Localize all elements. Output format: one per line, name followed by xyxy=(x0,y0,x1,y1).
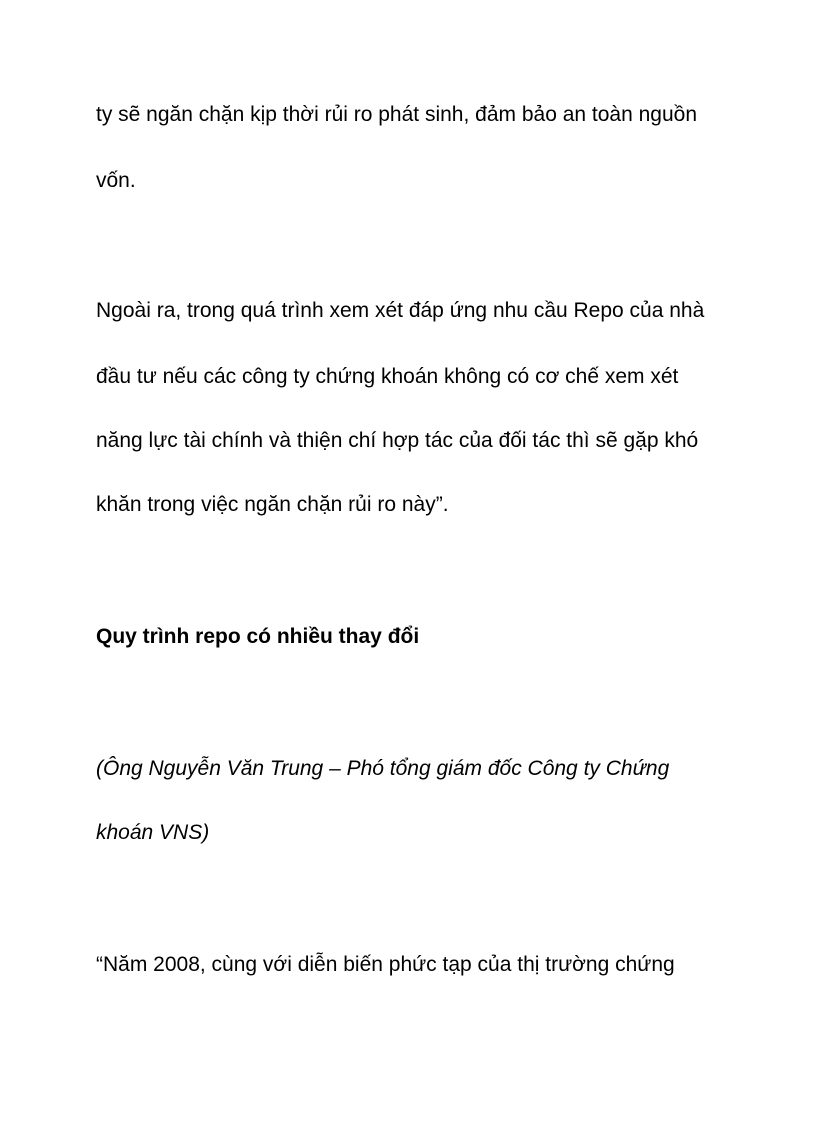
attribution-line: (Ông Nguyễn Văn Trung – Phó tổng giám đốc Công ty Chứng xyxy=(96,757,670,780)
paragraph-line: Ngoài ra, trong quá trình xem xét đáp ứng nhu cầu Repo của nhà xyxy=(96,299,705,322)
paragraph-line: “Năm 2008, cùng với diễn biến phức tạp của thị trường chứng xyxy=(96,953,675,976)
attribution-line: khoán VNS) xyxy=(96,821,210,844)
paragraph-line: đầu tư nếu các công ty chứng khoán không có cơ chế xem xét xyxy=(96,365,679,388)
paragraph-line: năng lực tài chính và thiện chí hợp tác của đối tác thì sẽ gặp khó xyxy=(96,429,699,452)
paragraph-line: ty sẽ ngăn chặn kịp thời rủi ro phát sinh, đảm bảo an toàn nguồn xyxy=(96,103,698,126)
paragraph-line: khăn trong việc ngăn chặn rủi ro này”. xyxy=(96,493,449,516)
section-heading: Quy trình repo có nhiều thay đổi xyxy=(96,625,420,648)
paragraph-line: vốn. xyxy=(96,169,136,192)
